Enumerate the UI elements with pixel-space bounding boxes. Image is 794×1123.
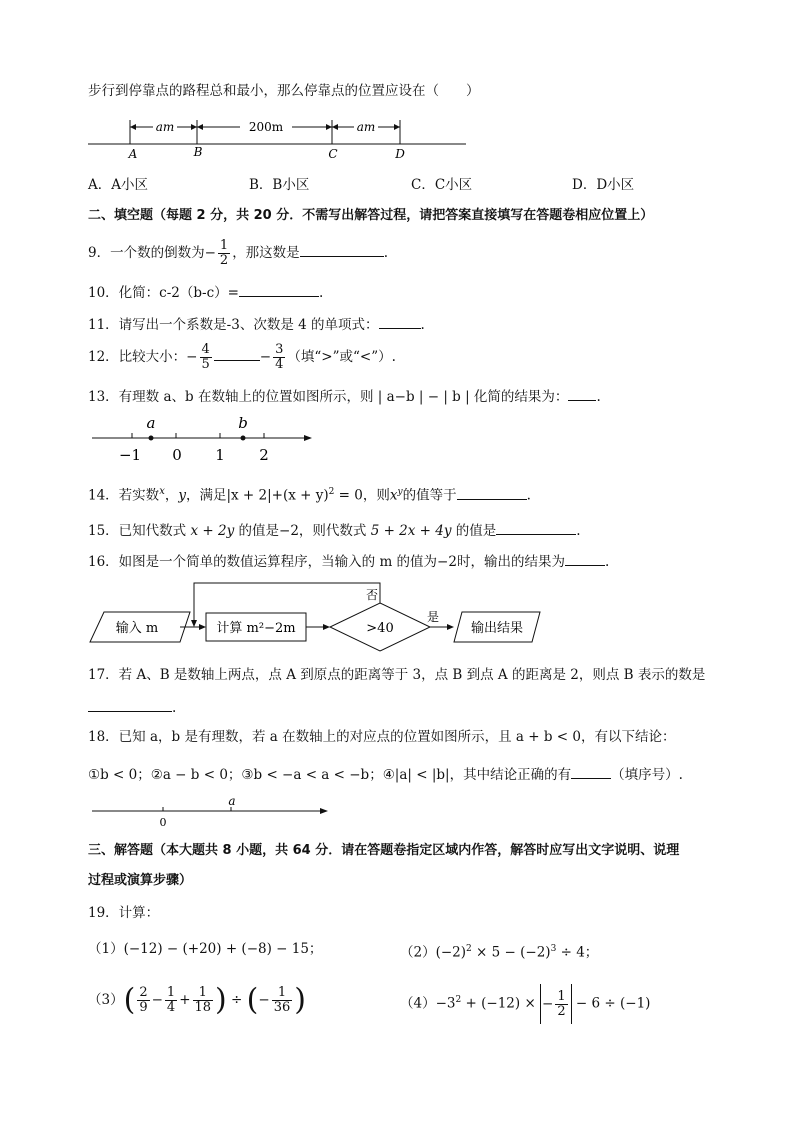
q9-pre: 9．一个数的倒数为− bbox=[88, 245, 216, 261]
q19-part1: （1）(−12) − (+20) + (−8) − 15； bbox=[88, 941, 323, 957]
q8-tail-text: 步行到停靠点的路程总和最小，那么停靠点的位置应设在（ ） bbox=[88, 83, 480, 99]
q13-point-b: b bbox=[238, 414, 248, 432]
flow-input: 输入 m bbox=[115, 621, 159, 636]
q8-option-a: A．A小区 bbox=[88, 177, 148, 193]
q14-pre: 14．若实数 bbox=[88, 487, 160, 504]
q19-4-fn: 1 bbox=[557, 989, 566, 1004]
q19-2-post: ÷ 4； bbox=[556, 944, 599, 961]
q14-x: x bbox=[159, 486, 165, 497]
q18-point-a: a bbox=[228, 794, 236, 808]
q13-tick-label: 2 bbox=[259, 446, 269, 464]
flow-condition: >40 bbox=[366, 621, 394, 636]
q14-end: . bbox=[526, 487, 531, 504]
q12-d2: 4 bbox=[275, 357, 284, 372]
q19-part4: $(4)-3^2 + (-12)$ × − $\frac{1}{2}$ − 6 ÷ (−1) bbox=[400, 980, 650, 1024]
q13-tick-label: 1 bbox=[215, 446, 225, 464]
q12-n2: 3 bbox=[275, 342, 284, 357]
q14-mid2: = 0，则 bbox=[334, 487, 390, 504]
q19-2-exp2: 3 bbox=[550, 944, 557, 954]
q9-end: . bbox=[383, 245, 388, 261]
q9-post: ，那这数是 bbox=[232, 245, 300, 261]
q18-zero: 0 bbox=[159, 816, 167, 829]
q9-num: 1 bbox=[219, 238, 229, 253]
q19-2-pre: （2）(−2) bbox=[400, 944, 467, 961]
q19-3-f1n: 2 bbox=[139, 985, 148, 1000]
q19-4-post: − 6 ÷ (−1) bbox=[571, 995, 651, 1012]
q13-end: . bbox=[596, 389, 601, 405]
q18-text: 18．已知 a，b 是有理数，若 a 在数轴上的对应点的位置如图所示，且 a + b < 0，有以下结论： bbox=[88, 729, 676, 745]
q13-point-a: a bbox=[146, 414, 156, 432]
q13-tick-label: 0 bbox=[172, 446, 182, 464]
q18-c1: ①b < 0； bbox=[88, 767, 151, 783]
section3-title: 三、解答题（本大题共 8 小题，共 64 分．请在答题卷指定区域内作答，解答时应写出文字说明、说理 bbox=[88, 843, 680, 858]
q11-text: 11．请写出一个系数是-3、次数是 4 的单项式： bbox=[88, 317, 379, 333]
section3-title-cont: 过程或演算步骤） bbox=[88, 873, 193, 888]
q19-4-pre: （4）−3 bbox=[400, 995, 456, 1012]
q15-end: . bbox=[576, 523, 581, 539]
q19-3-label: （3） bbox=[88, 992, 124, 1008]
q15-expr1: x + 2y bbox=[190, 523, 235, 539]
q14-ysup: y bbox=[397, 487, 403, 497]
q8-point-b: B bbox=[193, 145, 203, 159]
q12-d1: 5 bbox=[201, 357, 210, 372]
q19-4-exp: 2 bbox=[455, 995, 462, 1005]
q8-option-c: C．C小区 bbox=[411, 177, 473, 193]
flow-output: 输出结果 bbox=[470, 621, 524, 636]
q10-end: . bbox=[318, 285, 324, 301]
q19-4-mid: + (−12) × bbox=[461, 995, 541, 1012]
flow-compute: 计算 m²−2m bbox=[216, 621, 296, 636]
q19-4-fd: 2 bbox=[557, 1004, 566, 1019]
q13-text: 13．有理数 a、b 在数轴上的位置如图所示，则 | a−b | − | b | 化简的结果为： bbox=[88, 389, 569, 405]
q14-xy: x bbox=[389, 487, 398, 504]
q13-tick-label: −1 bbox=[118, 446, 142, 464]
q14-mid: ，满足|x + 2|+(x + y) bbox=[185, 487, 329, 504]
q12-mid: − bbox=[259, 349, 272, 365]
flow-yes: 是 bbox=[426, 610, 440, 624]
q15-mid: 的值是−2，则代数式 bbox=[234, 523, 371, 539]
q8-point-d: D bbox=[395, 147, 405, 161]
q18-c3: ③b < −a < a < −b； bbox=[241, 767, 383, 783]
q14-sq: 2 bbox=[328, 487, 335, 497]
q19-part3: （3）( $\frac{2}{9}$ − $\frac{1}{4}$ + $\frac{1}{18}$ ) ÷ (− $\frac{1}{36}$ ) bbox=[88, 982, 306, 1018]
q16-end: . bbox=[604, 554, 610, 570]
q18-c2: ②a − b < 0； bbox=[150, 767, 242, 783]
q19-label: 19．计算： bbox=[88, 905, 160, 921]
q14-post: 的值等于 bbox=[402, 487, 457, 504]
q8-option-b: B．B小区 bbox=[249, 177, 310, 193]
q15-expr2: 5 + 2x + 4y bbox=[370, 523, 452, 539]
q17-text: 17．若 A、B 是数轴上两点，点 A 到原点的距离等于 3，点 B 到点 A 的距离是 2，则点 B 表示的数是 bbox=[88, 667, 706, 683]
q19-3-f1d: 9 bbox=[139, 1000, 148, 1015]
q12-post: （填“>”或“<”）. bbox=[287, 349, 396, 365]
q18-post: 其中结论正确的有 bbox=[463, 767, 572, 783]
q19-part2 bbox=[400, 940, 598, 962]
q11-end: . bbox=[420, 317, 425, 333]
q18-end: （填序号）. bbox=[611, 767, 683, 783]
q17-end: . bbox=[172, 700, 177, 716]
q19-2-exp1: 2 bbox=[466, 944, 472, 954]
q15-post: 的值是 bbox=[451, 523, 497, 539]
q19-3-f3n: 1 bbox=[193, 986, 214, 1001]
flow-no: 否 bbox=[365, 588, 379, 602]
q8-seg2: 200m bbox=[248, 120, 284, 134]
q19-3-f3d: 18 bbox=[194, 1000, 212, 1015]
q12-pre: 12．比较大小：− bbox=[88, 349, 198, 365]
q18-c4: ④|a| < |b|， bbox=[382, 767, 464, 783]
q8-option-d: D．D小区 bbox=[572, 177, 635, 193]
q9-den: 2 bbox=[219, 253, 229, 268]
q16-text: 16．如图是一个简单的数值运算程序，当输入的 m 的值为−2时，输出的结果为 bbox=[88, 554, 565, 570]
q19-3-f2d: 4 bbox=[166, 1000, 176, 1015]
q8-point-a: A bbox=[128, 147, 138, 161]
q12-n1: 4 bbox=[201, 342, 210, 357]
q19-3-f4n: 1 bbox=[272, 986, 293, 1001]
q8-seg3: am bbox=[356, 120, 376, 134]
q19-2-mid: × 5 − (−2) bbox=[471, 944, 551, 961]
q19-3-f2n: 1 bbox=[166, 985, 176, 1000]
q15-pre: 15．已知代数式 bbox=[88, 523, 191, 539]
q8-seg1: am bbox=[155, 120, 175, 134]
q14-y: y bbox=[178, 487, 186, 504]
section2-title: 二、填空题（每题 2 分，共 20 分．不需写出解答过程，请把答案直接填写在答题卷相应位置上） bbox=[88, 208, 654, 223]
q19-3-f4d: 36 bbox=[273, 1000, 291, 1015]
q14-sep: ， bbox=[164, 487, 179, 504]
q8-point-c: C bbox=[328, 147, 338, 161]
q10-text: 10．化简：c-2（b-c）= bbox=[88, 285, 239, 301]
